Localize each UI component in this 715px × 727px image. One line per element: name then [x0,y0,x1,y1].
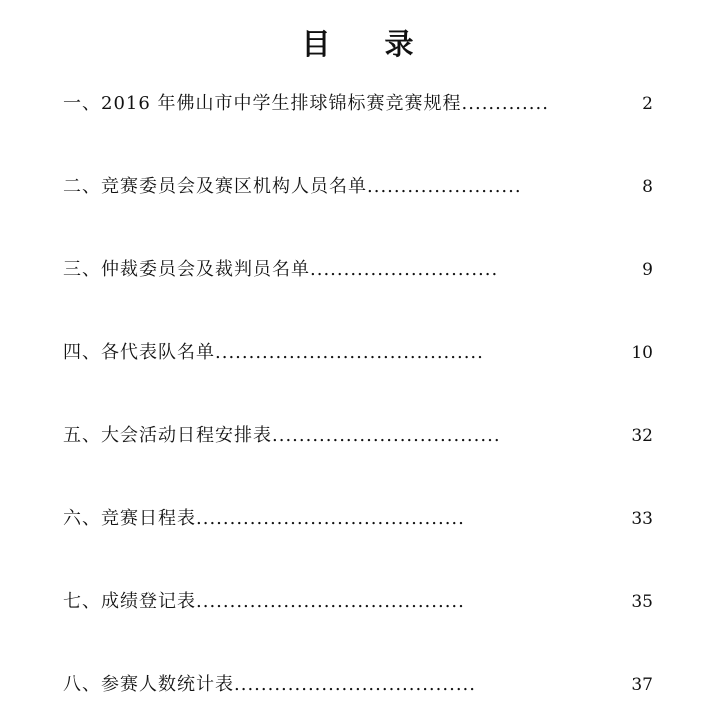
toc-entry-5[interactable] [63,422,655,450]
toc-entry-label: 一、2016 年佛山市中学生排球锦标赛竞赛规程............. [63,93,549,114]
toc-entry-2[interactable] [63,173,655,201]
toc-entry-page-number: 33 [631,509,653,529]
table-of-contents [63,0,655,727]
toc-entry-page-number: 32 [631,426,653,446]
toc-entry-page-number: 2 [642,94,653,114]
page-title: 目 录 [301,27,436,61]
toc-entry-6[interactable] [63,505,655,533]
toc-entry-8[interactable] [63,671,655,699]
toc-entry-4[interactable] [63,339,655,367]
toc-entry-7[interactable] [63,588,655,616]
toc-entry-page-number: 10 [631,343,653,363]
toc-entry-label: 二、竞赛委员会及赛区机构人员名单....................... [63,176,522,197]
toc-entry-page-number: 35 [631,592,653,612]
toc-entry-page-number: 9 [642,260,653,280]
toc-entry-page-number: 8 [642,177,653,197]
toc-entry-3[interactable] [63,256,655,284]
toc-entry-1[interactable] [63,90,655,118]
toc-entry-label: 八、参赛人数统计表.................................... [63,674,476,695]
toc-entry-label: 六、竞赛日程表........................................ [63,508,465,529]
toc-entry-label: 五、大会活动日程安排表.................................. [63,425,501,446]
toc-entry-page-number: 37 [631,675,653,695]
toc-entry-label: 三、仲裁委员会及裁判员名单............................ [63,259,499,280]
toc-entry-label: 七、成绩登记表........................................ [63,591,465,612]
toc-entry-label: 四、各代表队名单........................................ [63,342,484,363]
